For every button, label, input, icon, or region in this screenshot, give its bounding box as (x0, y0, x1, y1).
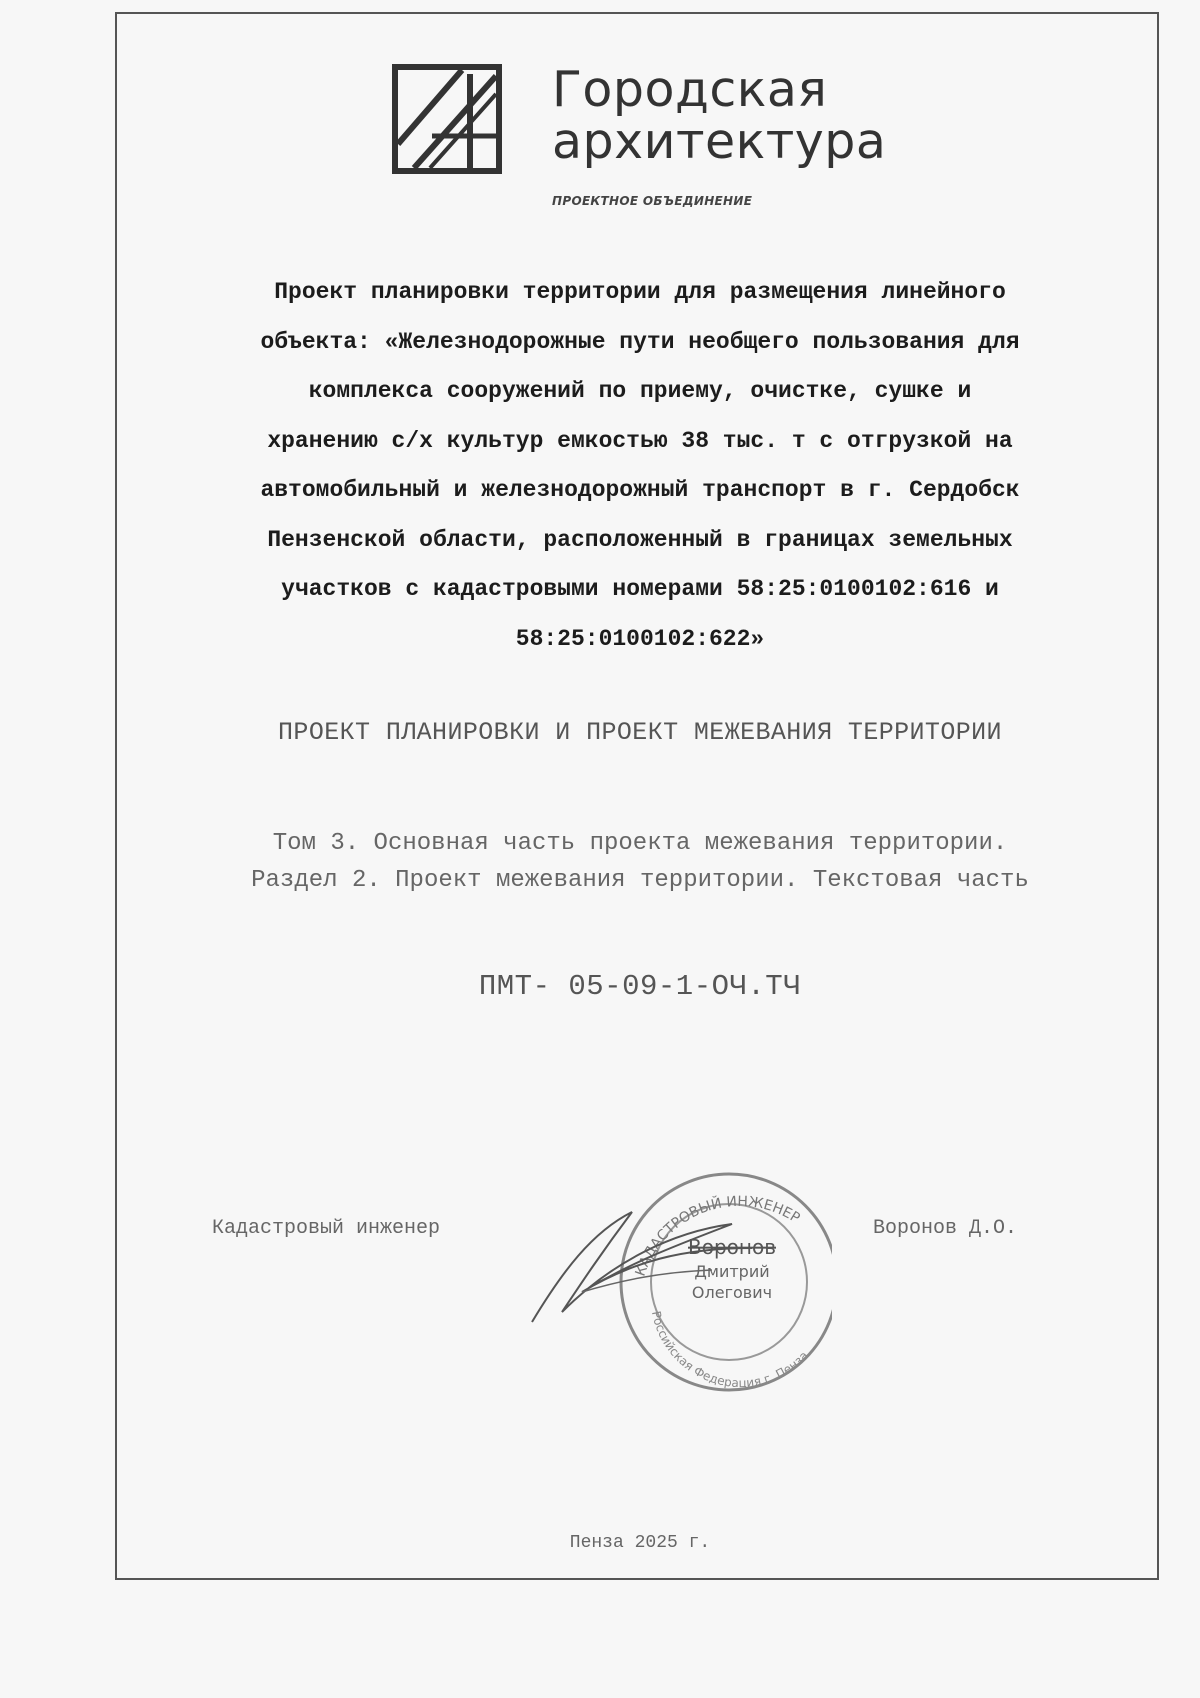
stamp-patronymic: Олегович (691, 1283, 773, 1302)
volume-description: Том 3. Основная часть проекта межевания территории. Раздел 2. Проект межевания территории. Текстовая часть (251, 830, 1029, 894)
company-name-line2: архитектура (552, 113, 887, 170)
engineer-role: Кадастровый инженер (212, 1217, 441, 1240)
stamp-bottom-text: Российская Федерация г. Пенза (648, 1309, 811, 1391)
stamp-firstname: Дмитрий (694, 1262, 770, 1281)
document-title: Проект планировки территории для размещения линейного объекта: «Железнодорожные пути необщего пользования для комплекса сооружений по приему, очистке, сушке и хранению с/х культур емкостью 38 тыс. т с отгрузкой на автомобильный и железнодорожный транспорт в г. Сердобск Пензенской области, расположенный в границах земельных участков с кадастровыми номерами 58:25:0100102:616 и 58:25:0100102:622» (260, 279, 1020, 652)
company-name-line1: Городская (552, 61, 828, 118)
stamp-seal (522, 1152, 832, 1402)
footer-place-year: Пенза 2025 г. (569, 1533, 711, 1553)
svg-text:Российская Федерация г. Пенза (649, 1310, 811, 1390)
company-name (552, 61, 887, 170)
company-subtitle: ПРОЕКТНОЕ ОБЪЕДИНЕНИЕ (552, 194, 753, 208)
document-heading: ПРОЕКТ ПЛАНИРОВКИ И ПРОЕКТ МЕЖЕВАНИЯ ТЕРРИТОРИИ (278, 718, 1002, 747)
logo-icon (392, 64, 502, 174)
stamp-top-text: КАДАСТРОВЫЙ ИНЖЕНЕР (632, 1193, 803, 1279)
stamp-surname: Воронов (688, 1235, 776, 1259)
engineer-name: Воронов Д.О. (873, 1217, 1018, 1240)
document-code: ПМТ- 05-09-1-ОЧ.ТЧ (478, 970, 802, 1003)
